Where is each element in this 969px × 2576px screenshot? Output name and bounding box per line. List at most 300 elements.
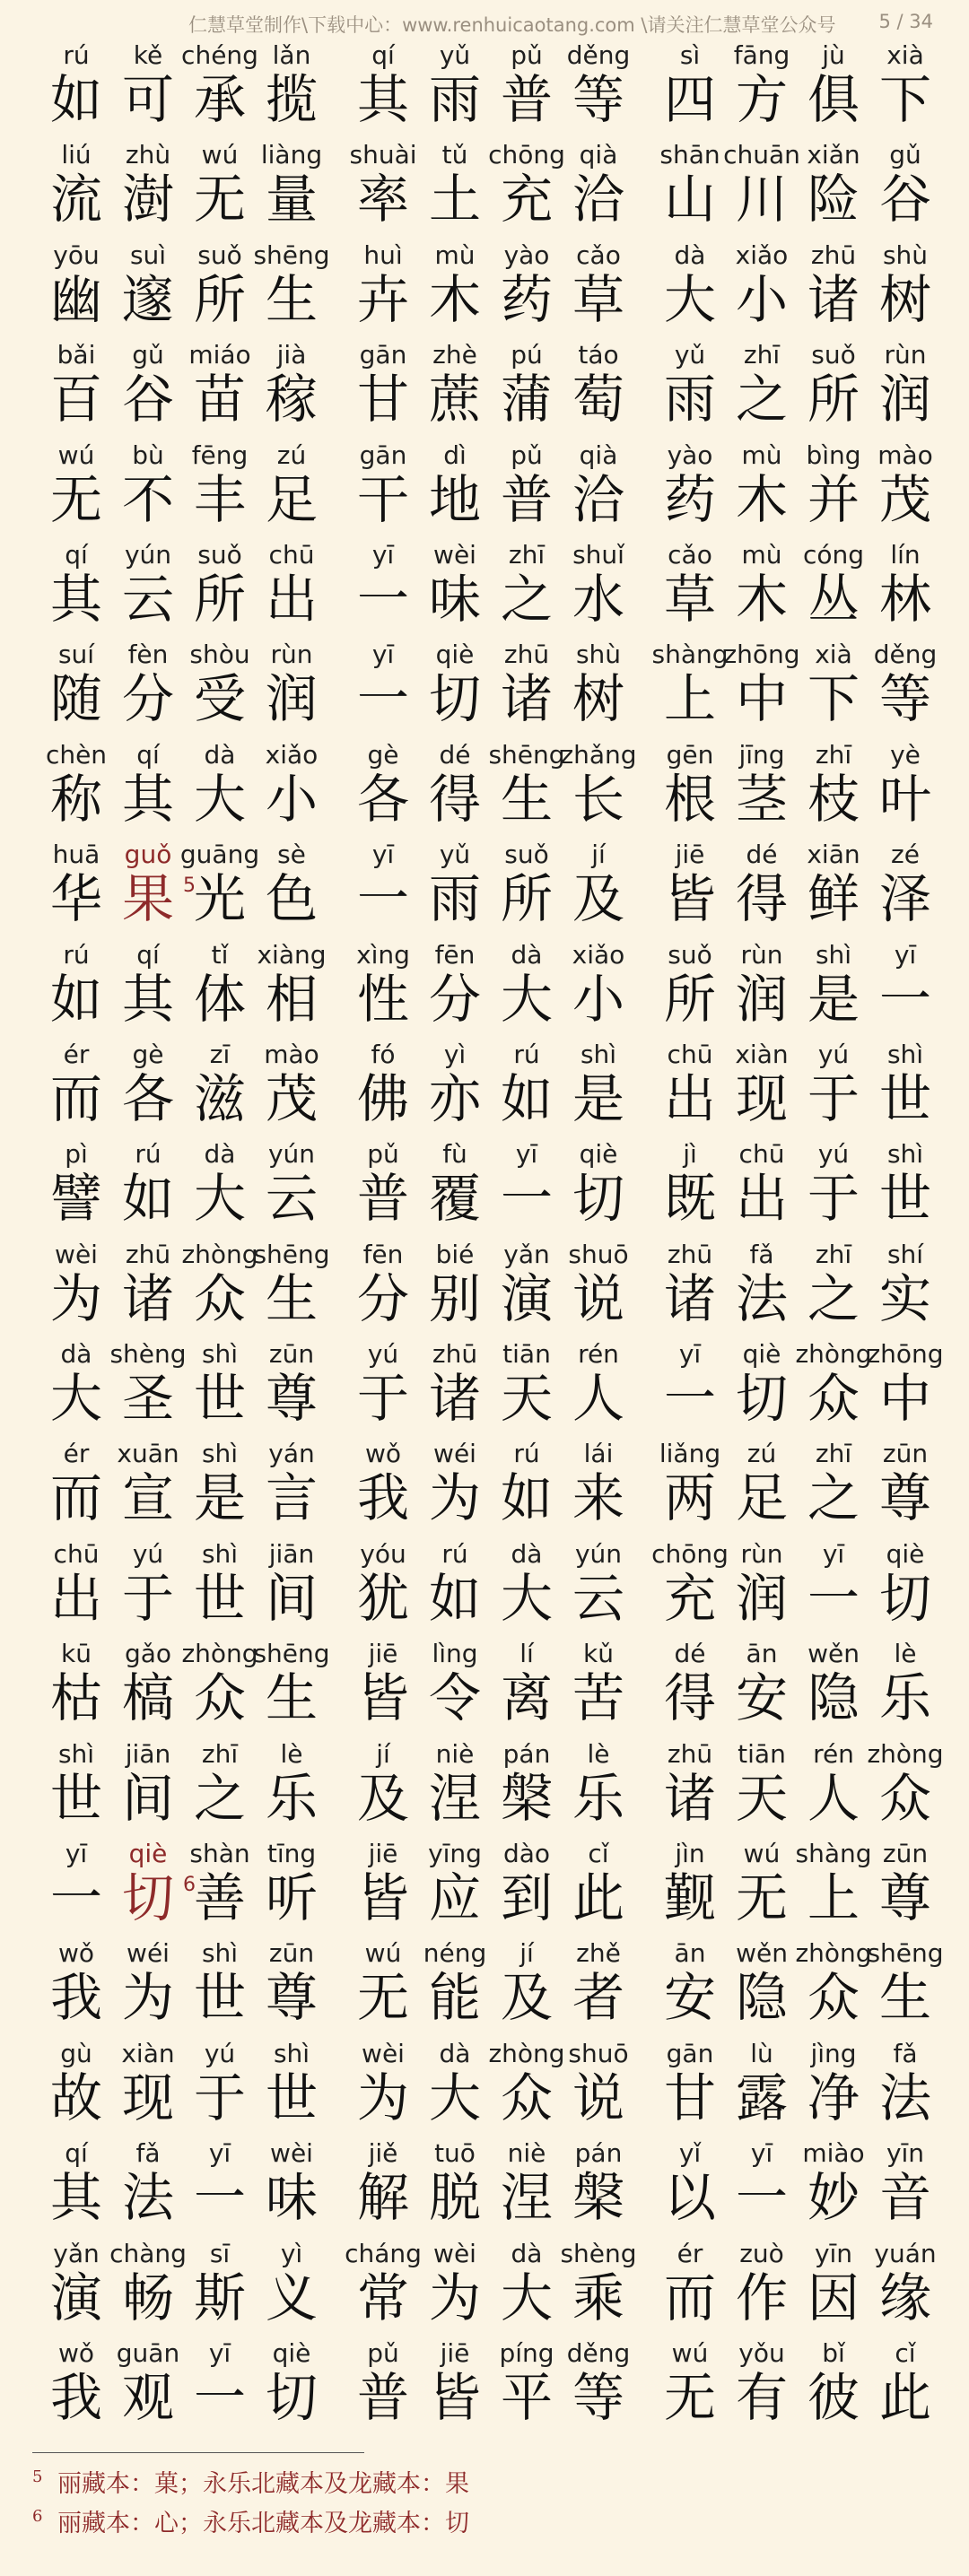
pinyin: zhè [432,340,477,370]
pinyin: dé [439,739,471,770]
verse-line [43,1936,944,2035]
hanzi: 我 [356,1467,409,1529]
character-cell [488,737,565,837]
hanzi: 充 [500,169,553,231]
character-cell [187,337,253,437]
pinyin: zhě [576,1938,621,1969]
hanzi: 说 [572,2067,624,2128]
hanzi: 能 [428,1967,481,2029]
character-cell [187,1536,253,1636]
pinyin: shēng [488,739,565,770]
pinyin: xuān [117,1439,179,1469]
pinyin: xìng [356,939,410,970]
character-cell [253,1636,330,1736]
pinyin: yī [750,2138,773,2169]
hanzi: 邃 [121,268,174,330]
pinyin: yú [204,2038,236,2068]
pinyin: jiān [125,1738,171,1769]
hanzi: 川 [735,169,788,231]
pinyin: rùn [270,640,313,670]
pinyin: mù [434,239,476,270]
character-cell [872,1136,938,1236]
hanzi: 萄 [572,369,624,431]
hanzi: 听 [265,1867,318,1929]
pinyin: děng [566,2337,631,2368]
character-cell [800,1736,867,1836]
character-cell [872,137,938,237]
hanzi: 斯 [193,2267,246,2328]
character-cell [565,1037,632,1136]
hanzi: 生 [265,1267,318,1329]
pinyin: qiè [886,1538,925,1569]
page-header [0,5,969,41]
verse-phrase [350,2136,633,2235]
pinyin: jiān [268,1538,315,1569]
character-cell [350,1436,416,1536]
verse-phrase [657,337,940,437]
pinyin: xiǎo [265,739,319,770]
hanzi: 众 [807,1368,860,1430]
pinyin: mù [741,439,782,470]
pinyin: dà [204,739,236,770]
hanzi: 如 [49,968,102,1030]
character-cell [657,2136,723,2235]
character-cell [187,1037,253,1136]
pinyin: děng [566,40,631,70]
verse-phrase [350,937,633,1037]
character-cell [493,2336,560,2435]
character-cell [493,1836,560,1936]
pinyin: kǔ [583,1639,614,1669]
pinyin: shàn [189,1839,250,1869]
pinyin: miáo [188,340,251,370]
hanzi: 流 [49,169,102,231]
hanzi: 甘 [356,369,409,431]
hanzi: 众 [878,1767,931,1829]
hanzi: 妙 [807,2167,860,2229]
verse-line [43,737,940,837]
pinyin: qí [371,40,395,70]
hanzi: 林 [878,568,931,630]
hanzi: 于 [121,1567,174,1629]
hanzi: 量 [265,169,318,231]
hanzi: 草 [663,568,716,630]
hanzi: 世 [49,1767,102,1829]
pinyin: niè [435,1738,475,1769]
verse-line [43,1636,940,1736]
character-cell [258,1536,325,1636]
pinyin: wǒ [57,1938,95,1969]
hanzi: 一 [356,868,409,930]
hanzi: 各 [121,1067,174,1129]
pinyin: lǎn [272,40,311,70]
character-cell [872,537,938,637]
character-cell [115,38,181,137]
character-cell [729,1136,795,1236]
hanzi: 普 [356,2366,409,2428]
hanzi: 蔗 [428,369,481,431]
hanzi: 一 [500,1168,553,1230]
character-cell [800,637,867,736]
verse-phrase [657,1636,940,1736]
hanzi: 尊 [878,1867,931,1929]
character-cell [800,1037,867,1136]
hanzi: 于 [193,2067,246,2128]
hanzi: 世 [878,1168,931,1230]
pinyin: yǔ [674,340,706,370]
page-number: 5 / 34 [878,11,933,32]
hanzi: 生 [265,268,318,330]
hanzi: 润 [265,668,318,730]
character-cell [872,337,938,437]
pinyin: yán [268,1439,315,1469]
hanzi: 率 [356,169,409,231]
character-cell [181,1636,258,1736]
character-cell [729,1736,795,1836]
hanzi: 皆 [428,2366,481,2428]
character-cell [422,937,488,1037]
hanzi: 因 [807,2267,860,2328]
verse-phrase [651,1536,940,1636]
character-cell [187,1936,253,2035]
pinyin: yú [817,1039,850,1069]
hanzi: 华 [49,868,102,930]
character-cell [729,2336,795,2435]
character-cell [729,2036,795,2136]
pinyin: lái [583,1439,614,1469]
character-cell [350,1536,416,1636]
character-cell [729,937,795,1037]
hanzi: 大 [428,2067,481,2128]
pinyin: yī [65,1839,88,1869]
pinyin: fó [371,1039,396,1069]
pinyin: chū [268,539,315,570]
pinyin: huā [52,840,100,870]
pinyin: shì [201,1538,239,1569]
character-cell [350,1836,416,1936]
verse-line [43,937,940,1037]
hanzi: 是 [807,968,860,1030]
pinyin: zhū [432,1339,478,1370]
character-cell [43,737,109,837]
hanzi: 尊 [265,1967,318,2029]
pinyin: cǐ [895,2337,916,2368]
character-cell [800,1436,867,1536]
hanzi: 茂 [878,468,931,530]
pinyin: rú [135,1139,162,1170]
character-cell [729,2136,795,2235]
pinyin: xià [815,640,852,670]
verse-line [43,2136,940,2235]
hanzi: 皆 [356,1867,409,1929]
character-cell [115,1136,181,1236]
pinyin: qiè [742,1339,781,1370]
pinyin: jìng [810,2038,857,2068]
hanzi: 茎 [735,768,788,830]
verse-phrase [43,1436,327,1536]
hanzi: 光 [193,868,246,930]
character-cell [187,1436,253,1536]
pinyin: ér [63,1439,90,1469]
character-cell [187,537,253,637]
pinyin: yè [890,739,921,770]
hanzi: 茂 [265,1067,318,1129]
hanzi: 现 [735,1067,788,1129]
character-cell [43,137,109,237]
footnote-marker[interactable]: 5 [183,875,196,898]
verse-phrase [350,337,633,437]
hanzi: 等 [572,69,624,130]
verse-phrase [43,937,327,1037]
character-cell [872,1536,938,1636]
hanzi: 丛 [807,568,860,630]
character-cell [795,1936,872,2035]
pinyin: zūn [268,1938,315,1969]
pinyin: lín [890,539,921,570]
hanzi: 脱 [428,2167,481,2229]
hanzi: 我 [49,1967,102,2029]
character-cell [493,2236,560,2336]
pinyin: mù [741,539,782,570]
pinyin: tiān [502,1339,551,1370]
hanzi: 此 [878,2366,931,2428]
pinyin: bǎi [57,340,96,370]
character-cell [565,837,632,936]
footnote-marker[interactable]: 6 [183,1874,196,1897]
character-cell [43,837,109,936]
hanzi: 来 [572,1467,624,1529]
pinyin: wú [671,2337,709,2368]
pinyin: dà [511,2238,543,2268]
character-cell [488,137,565,237]
verse-phrase [43,1037,327,1136]
hanzi: 得 [428,768,481,830]
character-cell [872,2136,938,2235]
character-cell [493,537,560,637]
character-cell [729,537,795,637]
character-cell [867,1336,944,1436]
hanzi: 而 [49,1467,102,1529]
character-cell [115,937,181,1037]
pinyin: yī [371,539,395,570]
pinyin: fāng [733,40,790,70]
character-cell [565,1436,632,1536]
character-cell [43,2036,109,2136]
hanzi: 而 [663,2267,716,2328]
character-cell [115,637,181,736]
pinyin: wěn [808,1639,860,1669]
character-cell [350,637,416,736]
hanzi: 众 [193,1267,246,1329]
character-cell [657,337,723,437]
character-cell [800,2036,867,2136]
pinyin: wú [743,1839,781,1869]
character-cell [723,137,800,237]
hanzi: 切 [121,1867,174,1929]
character-cell [795,1336,872,1436]
character-cell [258,2236,325,2336]
hanzi: 乘 [572,2267,624,2328]
pinyin: xiǎo [735,239,789,270]
character-cell [800,2136,867,2235]
footnote [32,2465,930,2504]
hanzi: 尊 [878,1467,931,1529]
hanzi: 间 [121,1767,174,1829]
hanzi: 如 [121,1168,174,1230]
pinyin: qià [579,140,618,170]
pinyin: zhī [201,1738,239,1769]
hanzi: 药 [663,468,716,530]
pinyin: shēng [253,1239,330,1269]
hanzi: 一 [356,668,409,730]
character-cell [422,2336,488,2435]
hanzi: 如 [500,1467,553,1529]
hanzi: 法 [735,1267,788,1329]
pinyin: jì [683,1139,697,1170]
pinyin: yún [267,1139,316,1170]
pinyin: miào [802,2138,865,2169]
verse-phrase [350,737,637,837]
character-cell [729,337,795,437]
verse-phrase [657,238,940,337]
character-cell [258,2136,325,2235]
character-cell [187,438,253,537]
hanzi: 等 [572,2366,624,2428]
pinyin: yú [367,1339,399,1370]
character-cell [800,137,867,237]
pinyin: jiē [440,2337,470,2368]
character-cell [565,1336,632,1436]
pinyin: lù [750,2038,773,2068]
hanzi: 世 [193,1368,246,1430]
verse-phrase [43,1936,327,2035]
character-cell [350,1636,416,1736]
character-cell [187,1836,253,1936]
character-cell [187,1136,253,1236]
pinyin: zhī [815,1439,852,1469]
pinyin: tuō [434,2138,476,2169]
verse-phrase [43,337,327,437]
verse-phrase [657,438,940,537]
pinyin: cóng [802,539,865,570]
pinyin: zhū [503,640,550,670]
pinyin: tiān [738,1738,786,1769]
hanzi: 常 [356,2267,409,2328]
pinyin: wèi [270,2138,313,2169]
character-cell [565,2336,632,2435]
pinyin: dà [60,1339,92,1370]
verse-phrase [350,537,633,637]
hanzi: 平 [500,2366,553,2428]
character-cell [565,1836,632,1936]
hanzi: 水 [572,568,624,630]
verse-phrase [43,737,327,837]
pinyin: yuán [874,2238,937,2268]
pinyin: wéi [433,1439,476,1469]
hanzi: 木 [428,268,481,330]
hanzi: 之 [807,1467,860,1529]
footnote-text: 丽藏本：菓；永乐北藏本及龙藏本：果 [57,2470,469,2498]
character-cell [187,238,253,337]
character-cell [800,1237,867,1336]
pinyin: shàng [651,640,729,670]
hanzi: 我 [49,2366,102,2428]
hanzi: 足 [735,1467,788,1529]
verse-phrase [350,137,633,237]
pinyin: jiē [368,1639,398,1669]
hanzi: 有 [735,2366,788,2428]
hanzi: 滋 [193,1067,246,1129]
pinyin: néng [423,1938,487,1969]
character-cell [800,438,867,537]
character-cell [422,1536,488,1636]
hanzi: 如 [500,1067,553,1129]
verse-phrase [43,1136,327,1236]
hanzi: 普 [500,69,553,130]
verse-phrase [657,38,940,137]
pinyin: dì [443,439,467,470]
pinyin: jù [822,40,845,70]
pinyin: zhòng [795,1339,872,1370]
character-cell [657,1336,723,1436]
verse-line [43,137,940,237]
character-cell [253,238,330,337]
verse-line [43,2036,940,2136]
character-cell [729,38,795,137]
character-cell [657,2336,723,2435]
verse-phrase [350,1836,633,1936]
hanzi: 出 [663,1067,716,1129]
hanzi: 说 [572,1267,624,1329]
verse-phrase [657,2136,940,2235]
pinyin: chōng [651,1538,729,1569]
verse-line [43,1436,940,1536]
pinyin: pǔ [511,40,543,70]
hanzi: 如 [428,1567,481,1629]
pinyin: wèi [362,2038,405,2068]
pinyin: shuō [568,1239,629,1269]
pinyin: zūn [268,1339,315,1370]
hanzi: 大 [500,2267,553,2328]
pinyin: yī [371,840,395,870]
hanzi: 分 [121,668,174,730]
pinyin: fèn [127,640,169,670]
hanzi: 鲜 [807,868,860,930]
verse-phrase [43,537,327,637]
character-cell [43,337,109,437]
pinyin: zú [276,439,307,470]
hanzi: 所 [193,268,246,330]
pinyin: gè [367,739,399,770]
pinyin: shèng [109,1339,187,1370]
character-cell [657,1037,723,1136]
character-cell [493,1936,560,2035]
verse-line [43,38,940,137]
verse-phrase [43,1237,330,1336]
character-cell [115,1237,181,1336]
pinyin: yǎn [53,2238,100,2268]
pinyin: ér [677,2238,703,2268]
character-cell [657,137,723,237]
character-cell [493,1736,560,1836]
character-cell [187,1736,253,1836]
character-cell [422,1736,488,1836]
hanzi: 乐 [265,1767,318,1829]
character-cell [115,1037,181,1136]
pinyin: yī [208,2138,231,2169]
character-cell [565,1936,632,2035]
character-cell [350,137,416,237]
